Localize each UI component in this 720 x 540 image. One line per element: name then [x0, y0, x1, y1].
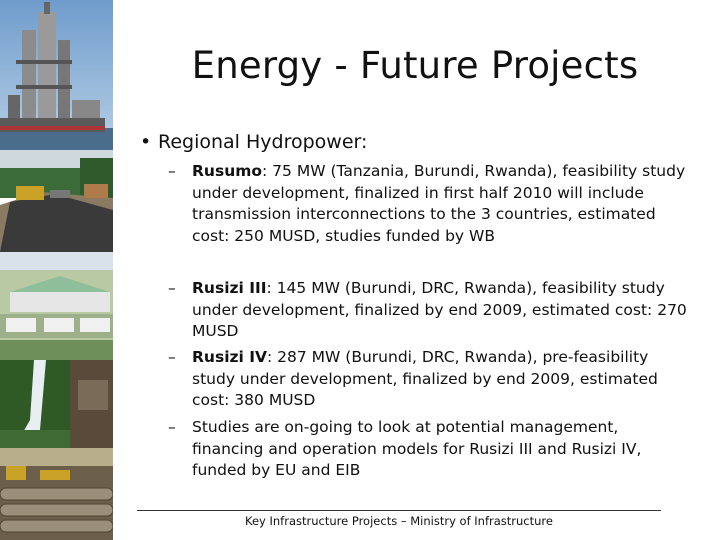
list-item-rusumo: [168, 161, 688, 247]
bullet-dot-icon: •: [140, 131, 152, 153]
machinery-photo: [0, 448, 113, 540]
list-item-studies: [168, 417, 688, 482]
building-photo: [0, 252, 113, 360]
road-photo: [0, 150, 113, 252]
waterfall-photo: [0, 360, 113, 448]
project-description: : 145 MW (Burundi, DRC, Rwanda), feasibility study under development, finalized by end 2009, estimated cost: 270 MUSD: [192, 279, 687, 340]
footer-divider: [137, 510, 661, 511]
project-description: Studies are on-going to look at potential management, financing and operation models for Rusizi III and Rusizi IV, funded by EU and EIB: [192, 418, 642, 479]
dash-icon: –: [168, 279, 176, 297]
slide-footer: Key Infrastructure Projects – Ministry of Infrastructure: [245, 514, 553, 528]
project-name: Rusumo: [192, 162, 263, 180]
bullet-regional-hydropower: [140, 131, 367, 153]
list-item-rusizi-iv: [168, 347, 688, 412]
project-description: : 75 MW (Tanzania, Burundi, Rwanda), feasibility study under development, finalized in first half 2010 will include transmission interconnections to the 3 countries, estimated cost: 250 MUSD, studies funded by WB: [192, 162, 686, 245]
photo-strip: [0, 0, 113, 540]
bullet-text: Regional Hydropower:: [158, 131, 368, 153]
project-name: Rusizi IV: [192, 348, 268, 366]
dash-icon: –: [168, 418, 176, 436]
dash-icon: –: [168, 162, 176, 180]
power-plant-photo: [0, 0, 113, 150]
dash-icon: –: [168, 348, 176, 366]
project-name: Rusizi III: [192, 279, 267, 297]
list-item-rusizi-iii: [168, 278, 688, 343]
project-description: : 287 MW (Burundi, DRC, Rwanda), pre-feasibility study under development, finalized by end 2009, estimated cost: 380 MUSD: [192, 348, 658, 409]
slide-title: Energy - Future Projects: [191, 44, 639, 87]
